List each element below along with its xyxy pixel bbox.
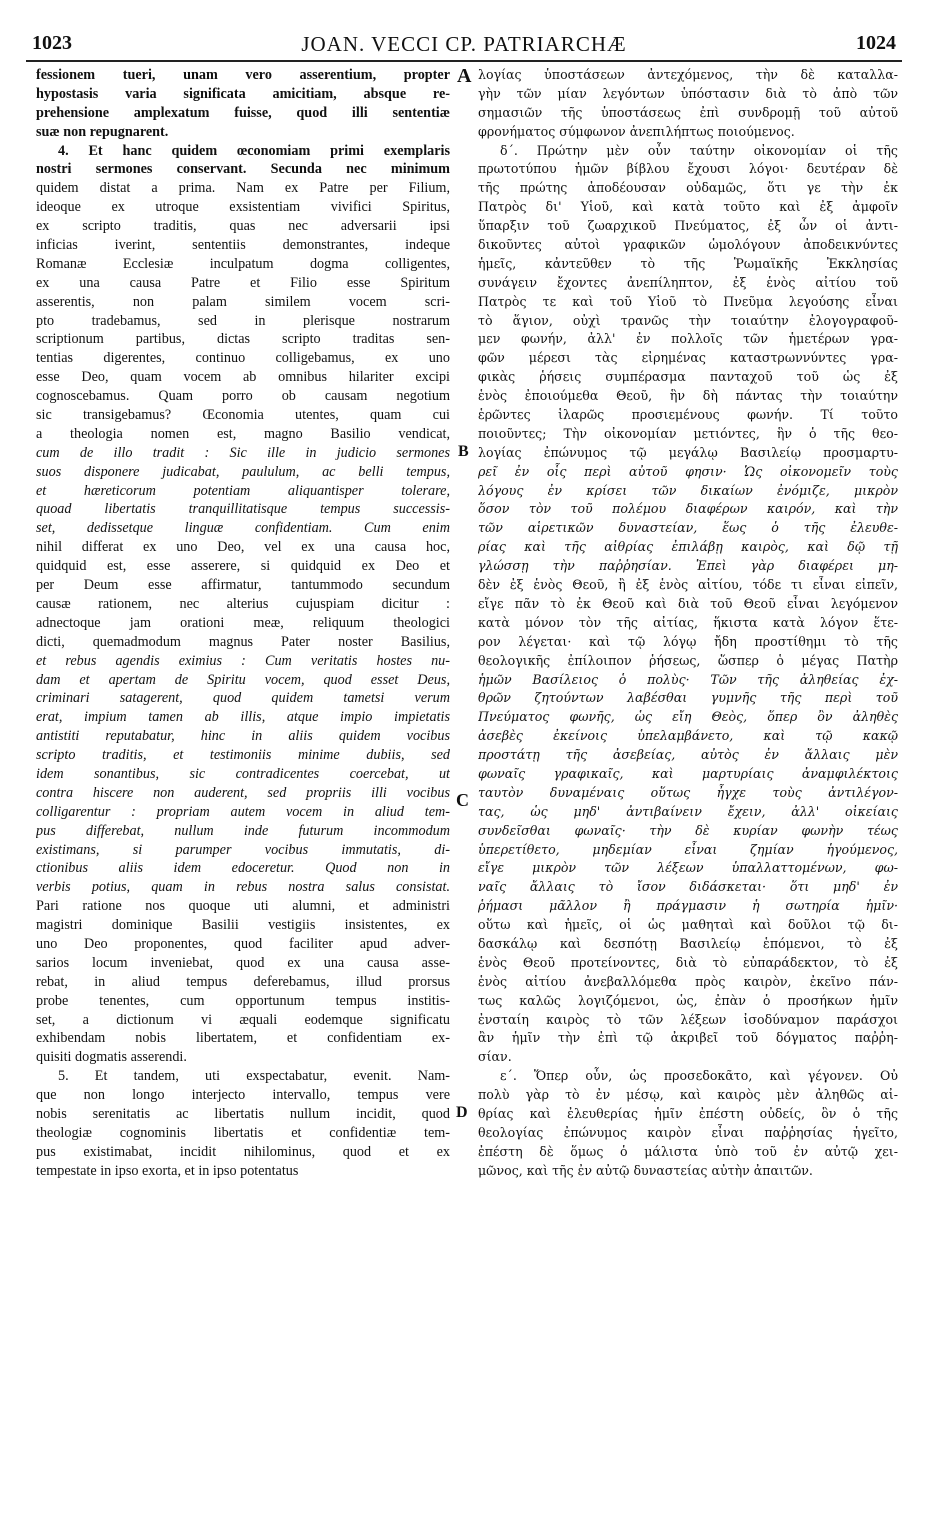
latin-text-line: Pari ratione nos quoque uti alumni, et administri	[36, 898, 450, 915]
greek-text-line: ἐπέστη δὲ ὅμως ὁ μάλιστα ὑπὸ τοῦ ἐν αὐτῷ χει-	[478, 1143, 898, 1159]
latin-text-line: antistiti reputabatur, hinc in aliis quidem vocibus	[36, 728, 450, 745]
latin-text-line: tempestate in ipso exorta, et in ipso potentatus	[36, 1162, 299, 1179]
greek-text-line: φῶν μέρεσι τὰς εἰρημένας καταστρωννύντες γρα-	[478, 350, 898, 366]
greek-text-line: ἐνσταίη καιρὸς τὸ τῶν λέξεων ἰσοδύναμον παράσχοι	[478, 1011, 898, 1027]
latin-text-line: prehensione amplexatum fuisse, quod illi sententiæ	[36, 104, 450, 121]
latin-text-line: 5. Et tandem, uti exspectabatur, evenit. Nam-	[58, 1068, 450, 1085]
greek-text-line: ἑνὸς αἰτίου ἀνεβαλλόμεθα πρὸς καιρὸν, ἐκεῖνο πάν-	[478, 973, 898, 989]
greek-text-line: θεολογικῆς ἐπίλοιπον ῥήσεως, ὥσπερ ὁ μέγας Πατὴρ	[478, 652, 898, 668]
right-page-number: 1024	[856, 32, 896, 54]
margin-marker-b: B	[458, 443, 469, 460]
greek-text-line: ρεῖ ἐν οἷς περὶ αὐτοῦ φησιν· Ὡς οἰκονομεῖν τοὺς	[478, 463, 898, 479]
greek-text-line: λογίας ὑποστάσεων ἀντεχόμενος, τὴν δὲ καταλλα-	[478, 67, 898, 82]
greek-column	[478, 66, 898, 1181]
latin-text-line: contra hiscere non auderent, sed propriis illi vocibus	[36, 784, 450, 801]
latin-text-line: ideoque ex utroque exsistentiam vivifici Spiritus,	[36, 199, 450, 216]
greek-text-line: φρονήματος σύμφωνον ἀνεπιλήπτως ποιούμενος.	[478, 123, 795, 139]
greek-text-line: πολὺ γὰρ τὸ ἐν μέσῳ, καὶ καιρὸς μὲν ἀληθῶς αἰ-	[478, 1087, 898, 1103]
latin-text-line: causæ rationem, nec alterius cujuspiam dicitur :	[36, 595, 450, 612]
latin-text-line: scripto traditis, et testimoniis minime dubiis, sed	[36, 747, 450, 764]
greek-text-line: ἑνὸς ἐποιούμεθα Θεοῦ, ἣν δὴ πάντας τὴν τοιαύτην	[478, 388, 898, 404]
latin-text-line: inficias iverint, sententiis demonstrantes, indeque	[36, 237, 450, 254]
latin-text-line: dicti, quemadmodum magnus Pater noster Basilius,	[36, 633, 450, 650]
running-title: JOAN. VECCI CP. PATRIARCHÆ	[301, 32, 627, 56]
greek-text-line: ἡμεῖς, κἀντεῦθεν τὸ τῆς Ῥωμαϊκῆς Ἐκκλησίας	[478, 255, 898, 271]
latin-text-line: quisiti dogmatis asserendi.	[36, 1049, 187, 1066]
latin-text-line: pto tradebamus, sed in plerisque nostrarum	[36, 312, 450, 329]
latin-text-line: quoad libertatis tranquillitatisque tempus successis-	[36, 501, 450, 518]
latin-text-line: sarios locum inveniebat, quod ex una causa asse-	[36, 954, 450, 971]
greek-text-line: φικὰς ῥήσεις συμπέρασμα πανταχοῦ τοῦ ὡς ἐξ	[478, 369, 898, 385]
greek-text-line: ἂν ἡμῖν τὴν ἐπὶ τῷ ἀκριβεῖ τοῦ δόγματος παῤῥη-	[478, 1030, 898, 1046]
greek-text-line: θρίας καὶ ἐλευθερίας ἡμῖν ἐπέστη οὐδείς, ὃν ὁ τῆς	[478, 1105, 898, 1121]
latin-text-line: theologiæ cognominis libertatis et confidentiæ tem-	[36, 1124, 450, 1141]
greek-text-line: οὕτω καὶ ἡμεῖς, οἱ ὡς μαθηταὶ καὶ δοῦλοι τῷ δι-	[478, 917, 898, 933]
latin-text-line: per Deum esse affirmatur, tantummodo secundum	[36, 577, 450, 594]
greek-text-line: Πνεύματος φωνῆς, ὡς εἴη Θεὸς, ὅπερ ὂν ἀληθὲς	[478, 709, 898, 725]
latin-text-line: hypostasis varia significata amicitiam, absque re-	[36, 85, 450, 102]
greek-text-line: τῶν αἱρετικῶν δυναστείαν, ἕως ὁ τῆς ἐλευθε-	[478, 520, 898, 536]
latin-text-line: magistri dominique Basilii vestigiis insistentes, ex	[36, 917, 450, 934]
latin-text-line: suæ non repugnarent.	[36, 123, 169, 140]
greek-text-line: ε΄. Ὅπερ οὖν, ὡς προσεδοκᾶτο, καὶ γέγονεν. Οὐ	[500, 1068, 898, 1084]
latin-text-line: et rebus agendis eximius : Cum veritatis hostes nu-	[36, 652, 450, 669]
latin-text-line: criminari satagerent, quod quidem tametsi verum	[36, 690, 450, 707]
latin-text-line: colligarentur : propriam autem vocem in aliud tem-	[36, 803, 450, 820]
latin-text-line: ex scripto traditis, quas nec adversarii ipsi	[36, 218, 450, 235]
greek-text-line: πρωτοτύπου ἡμῶν βίβλου ἔχουσι λόγοι· δευτέραν δὲ	[478, 161, 898, 177]
greek-text-line: εἴγε πᾶν τὸ ἐκ Θεοῦ καὶ διὰ τοῦ Θεοῦ εἶναι λεγόμενον	[478, 595, 898, 611]
margin-marker-d: D	[456, 1104, 468, 1121]
latin-text-line: probe tenentes, cum opportunum tempus institis-	[36, 992, 450, 1009]
latin-text-line: nostri sermones conservant. Secunda nec minimum	[36, 161, 450, 178]
greek-text-line: συνάγειν ἔχοντες ἀνεπίληπτον, ἐξ ἑνὸς αἰτίου τοῦ	[478, 274, 898, 290]
page-header	[26, 30, 902, 62]
greek-text-line: δ΄. Πρώτην μὲν οὖν ταύτην οἰκονομίαν οἱ τῆς	[500, 142, 898, 158]
greek-text-line: συνδεῖσθαι φωναῖς· τὴν δὲ κυρίαν φωνὴν τέως	[478, 822, 898, 838]
greek-text-line: φωναῖς γραφικαῖς, καὶ μαρτυρίαις ἀναμφιλέκτοις	[478, 765, 898, 781]
latin-text-line: set, dedissetque linguæ confidentiam. Cum enim	[36, 520, 450, 537]
latin-text-line: et hæreticorum potentiam aliquantisper tolerare,	[36, 482, 450, 499]
latin-text-line: cognoscebamus. Quam porro ob causam negotium	[36, 388, 450, 405]
greek-text-line: γλώσσῃ τὴν παῤῥησίαν. Ἐπεὶ γὰρ διαφέρει μη-	[478, 558, 898, 574]
latin-text-line: cum de illo tradit : Sic ille in judicio sermones	[36, 444, 450, 461]
greek-text-line: θεολογίας ἐπώνυμος καιρὸν εἶναι παῤῥησίας ἡγεῖτο,	[478, 1124, 898, 1140]
greek-text-line: τως καλῶς λογιζόμενοι, ὡς, ἐπὰν ὁ προσήκων ἡμῖν	[478, 992, 898, 1008]
greek-text-line: τῆς πρώτης ἀποδέουσαν οὐδαμῶς, ὅτι γε τὴν ἐκ	[478, 180, 898, 196]
latin-text-line: set, a dictionum vi æquali eodemque significatu	[36, 1011, 450, 1028]
greek-text-line: ταυτὸν δυναμέναις οὕτως ἦγχε τοὺς ἀντιλέγον-	[478, 784, 898, 800]
latin-text-line: a theologia nomen est, magno Basilio vendicat,	[36, 425, 450, 442]
latin-text-line: rebat, in aliud tempus deferebamus, illud prorsus	[36, 973, 450, 990]
greek-text-line: Πατρὸς τε καὶ τοῦ Υἱοῦ τὸ Πνεῦμα λεγούσης εἶναι	[478, 293, 898, 309]
greek-text-line: ἡμῶν Βασίλειος ὁ πολὺς· Τῶν τῆς ἀληθείας ἐχ-	[478, 671, 898, 687]
greek-text-line: σημασιῶν τῆς ὑποστάσεως ἐπὶ συνδρομῇ τοῦ αὐτοῦ	[478, 104, 898, 120]
latin-text-line: ex una causa Patre et Filio esse Spiritum	[36, 274, 450, 291]
latin-text-line: erat, impium tamen ab illis, atque impio impietatis	[36, 709, 450, 726]
latin-text-line: uno Deo proponentes, quod faciliter apud adver-	[36, 935, 450, 952]
greek-text-line: ἑρῶντες ἱλαρῶς προσιεμένους φωνήν. Τί τοῦτο	[478, 407, 898, 423]
latin-text-line: suos disponere judicabat, paululum, ac belli tempus,	[36, 463, 450, 480]
greek-text-line: δικοῦντες αὐτοὶ γραφικῶν ὡμολόγουν ἀποδεικνύντες	[478, 237, 898, 253]
greek-text-line: τὸ ἅγιον, οὐχὶ τρανῶς τὴν τοιαύτην ἐλογογραφοῦ-	[478, 312, 898, 328]
greek-text-line: μεν φωνήν, ἀλλ' ἐν πολλοῖς τῶν ἡμετέρων γρα-	[478, 331, 898, 347]
greek-text-line: ὅσον τὸν τοῦ πολέμου διαφέρων καιρόν, καὶ τὴν	[478, 501, 898, 517]
latin-text-line: quidquid est, esse asserere, si quidquid ex Deo et	[36, 558, 450, 575]
greek-text-line: ῥήμασι μᾶλλον ἢ πράγμασιν ἡ σωτηρία ἡμῖν·	[478, 898, 898, 914]
greek-text-line: γὴν τῶν μίαν λεγόντων ὑπόστασιν διὰ τὸ ἀπὸ τῶν	[478, 85, 898, 101]
latin-text-line: nobis serenitatis ac libertatis nullum incidit, quod	[36, 1105, 450, 1122]
greek-text-line: κατὰ μόνον τὸν τῆς αἰτίας, ἥκιστα κατὰ λόγον ἕτε-	[478, 614, 898, 630]
greek-text-line: εἴγε μικρὸν τῶν λέξεων ὑπαλλαττομένων, φω-	[478, 860, 898, 876]
greek-text-line: ρον λέγεται· καὶ τῷ λόγῳ ἤδη προστίθημι τὸ τῆς	[478, 633, 898, 649]
latin-text-line: 4. Et hanc quidem œconomiam primi exemplaris	[58, 142, 450, 159]
latin-text-line: Romanæ Ecclesiæ inculpatum dogma colligentes,	[36, 255, 450, 272]
latin-column	[36, 66, 450, 1181]
latin-text-line: dam et apertam de Spiritu vocem, quod esset Deus,	[36, 671, 450, 688]
latin-text-line: ctionibus aliis idem edoceretur. Quod non in	[36, 860, 450, 877]
greek-text-line: τας, ὡς μηδ' ἀντιβαίνειν ἔχειν, ἀλλ' οἰκείαις	[478, 803, 898, 819]
latin-text-line: nihil differat ex uno Deo, vel ex una causa hoc,	[36, 539, 450, 556]
greek-text-line: Πατρὸς δι' Υἱοῦ, καὶ κατὰ τοῦτο καὶ ἐξ ἀμφοῖν	[478, 199, 898, 215]
latin-text-line: sic transigebamus? Œconomia utentes, quam cui	[36, 407, 450, 424]
greek-text-line: δασκάλῳ καὶ δεσπότῃ Βασιλείῳ ἑπόμενοι, τὸ ἐξ	[478, 935, 898, 951]
latin-text-line: tentias digerentes, continuo colligebamus, ex uno	[36, 350, 450, 367]
latin-text-line: fessionem tueri, unam vero asserentium, propter	[36, 67, 450, 83]
greek-text-line: ποιοῦντες; Τὴν οἰκονομίαν μετιόντες, ἣν ὁ τῆς θεο-	[478, 425, 898, 441]
latin-text-line: verbis potius, quam in rebus nostra salus consistat.	[36, 879, 450, 896]
latin-text-line: quidem distat a prima. Nam ex Patre per Filium,	[36, 180, 450, 197]
latin-text-line: asserentis, non palam similem vocem scri-	[36, 293, 450, 310]
greek-text-line: δὲν ἐξ ἑνὸς Θεοῦ, ἢ ἐξ ἑνὸς αἰτίου, τόδε τι εἶναι εἰπεῖν,	[478, 577, 898, 593]
greek-text-line: θρῶν ζητούντων λαβέσθαι γυμνῆς τῆς περὶ τοῦ	[478, 690, 898, 706]
margin-marker-a: A	[457, 65, 472, 87]
latin-text-line: scriptionum partibus, dictas scripto traditas sen-	[36, 331, 450, 348]
greek-text-line: προστάτῃ τῆς ἀσεβείας, αὐτὸς ἐν ἄλλαις μὲν	[478, 747, 898, 763]
latin-text-line: pus existimabat, incidit nihilominus, quod et ex	[36, 1143, 450, 1160]
greek-text-line: ἀσεβὲς ἐκείνοις ὑπελαμβάνετο, καὶ τῷ κακῷ	[478, 728, 898, 744]
greek-text-line: μῶνος, καὶ τῆς ἐν αὐτῷ δυναστείας αὐτὴν ἀπαιτῶν.	[478, 1162, 813, 1178]
greek-text-line: ναῖς ἄλλαις τὸ ἴσον διδάσκεται· ὅτι μηδ' ἐν	[478, 879, 898, 895]
latin-text-line: idem sonantibus, sic contradicentes coercebat, ut	[36, 765, 450, 782]
latin-text-line: esse Deo, quam vocem ab omnibus hilariter excipi	[36, 369, 450, 386]
latin-text-line: exhibendam nobis libertatem, et confidentiam ex-	[36, 1030, 450, 1047]
greek-text-line: λόγους ἐν κρίσει τῶν δικαίων ἐνόμιζε, μικρὸν	[478, 482, 898, 498]
latin-text-line: adnectoque jam orationi meæ, reliquum theologici	[36, 614, 450, 631]
greek-text-line: σίαν.	[478, 1049, 512, 1065]
latin-text-line: existimans, si parumper vocibus immutatis, di-	[36, 841, 450, 858]
greek-text-line: λογίας ἐπώνυμος τῷ μεγάλῳ Βασιλείῳ προσμαρτυ-	[478, 444, 898, 460]
latin-text-line: pus differebat, nullum inde futurum incommodum	[36, 822, 450, 839]
latin-text-line: que non longo interjecto intervallo, tempus vere	[36, 1087, 450, 1104]
greek-text-line: ἑνὸς Θεοῦ προτείνοντες, διὰ τὸ εὐπαράδεκτον, τὸ ἐξ	[478, 954, 898, 970]
margin-marker-c: C	[456, 790, 469, 810]
greek-text-line: ὕπαρξιν τοῦ ζωαρχικοῦ Πνεύματος, ἐξ ὧν οἱ ἀντι-	[478, 218, 898, 234]
left-page-number: 1023	[32, 32, 72, 54]
greek-text-line: ὑπερετίθετο, μηδεμίαν εἶναι ζημίαν ἡγούμενος,	[478, 841, 898, 857]
greek-text-line: ρίας καὶ τῆς αἰθρίας ἐπιλάβῃ καιρὸς, καὶ δῷ τῇ	[478, 539, 898, 555]
